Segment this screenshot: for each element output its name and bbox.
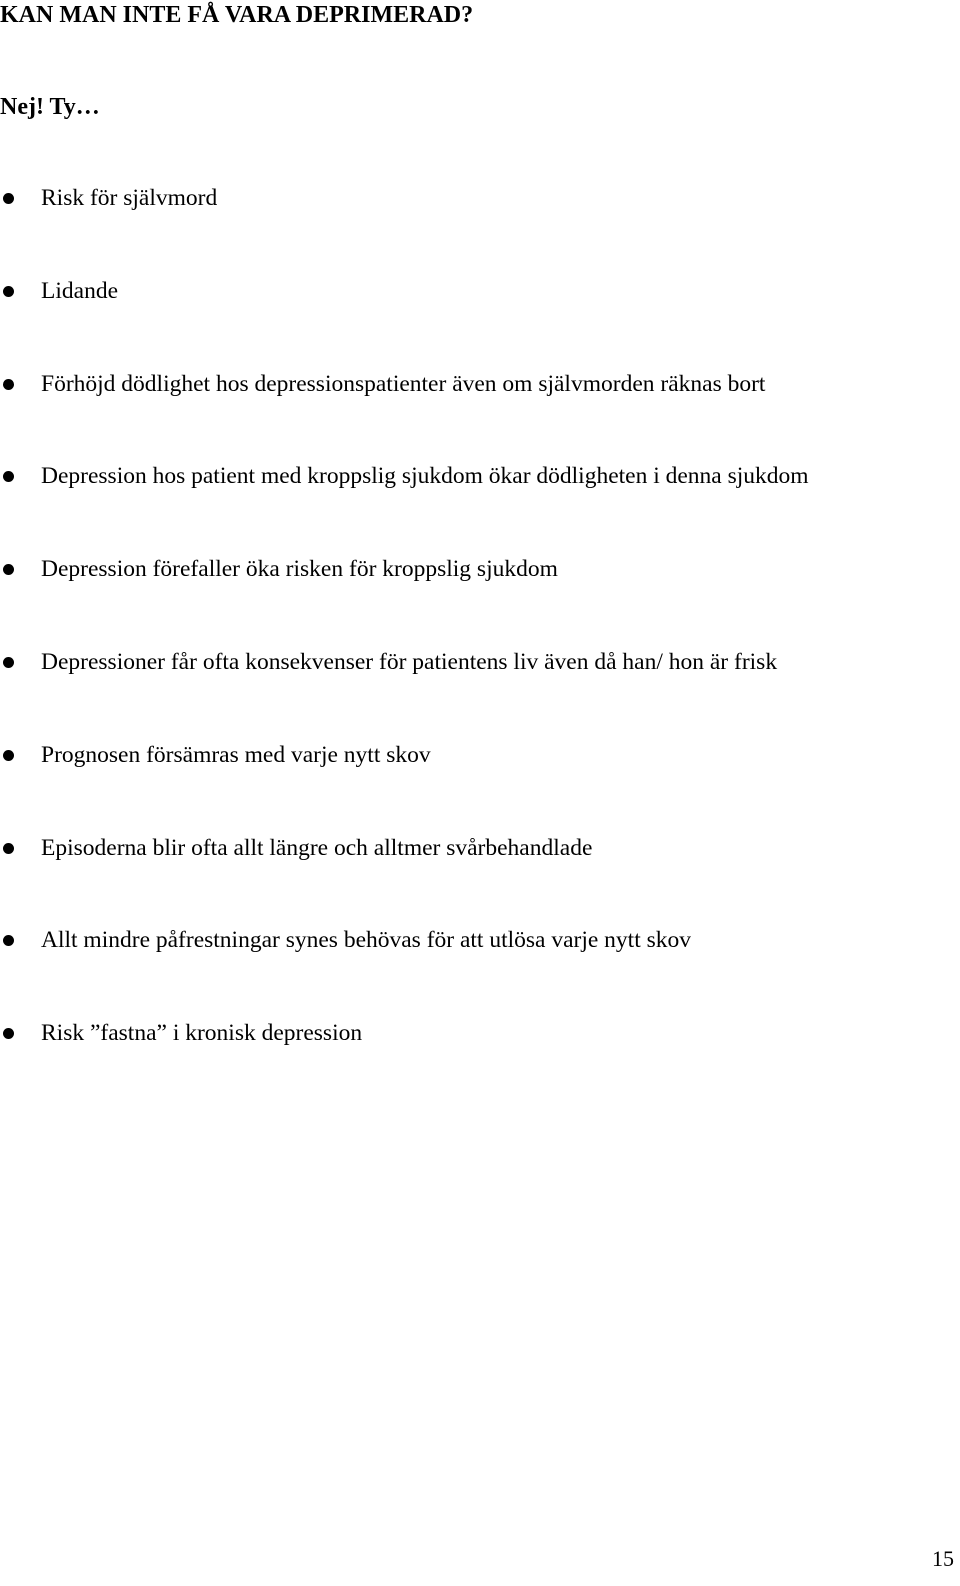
bullet-icon [3, 843, 14, 854]
list-item-text: Episoderna blir ofta allt längre och alltmer svårbehandlade [41, 834, 593, 861]
bullet-icon [3, 750, 14, 761]
list-item-text: Depressioner får ofta konsekvenser för patientens liv även då han/ hon är frisk [41, 648, 778, 675]
page-number: 15 [932, 1546, 954, 1571]
list-item-text: Risk för självmord [41, 185, 218, 211]
bullet-icon [3, 379, 14, 390]
subheading: Nej! Ty… [0, 94, 100, 120]
list-item-text: Förhöjd dödlighet hos depressionspatienter även om självmorden räknas bort [41, 370, 766, 397]
bullet-icon [3, 286, 14, 297]
bullet-icon [3, 193, 14, 204]
page-title: KAN MAN INTE FÅ VARA DEPRIMERAD? [0, 2, 474, 28]
list-item-text: Depression hos patient med kroppslig sjukdom ökar dödligheten i denna sjukdom [41, 463, 809, 490]
bullet-icon [3, 657, 14, 668]
list-item-text: Lidande [41, 277, 118, 304]
list-item-text: Allt mindre påfrestningar synes behövas för att utlösa varje nytt skov [41, 927, 692, 954]
list-item-text: Depression förefaller öka risken för kroppslig sjukdom [41, 556, 558, 583]
bullet-icon [3, 564, 14, 575]
list-item-text: Risk ”fastna” i kronisk depression [41, 1020, 363, 1047]
bullet-icon [3, 935, 14, 946]
bullet-icon [3, 471, 14, 482]
bullet-icon [3, 1028, 14, 1039]
list-item-text: Prognosen försämras med varje nytt skov [41, 741, 431, 768]
